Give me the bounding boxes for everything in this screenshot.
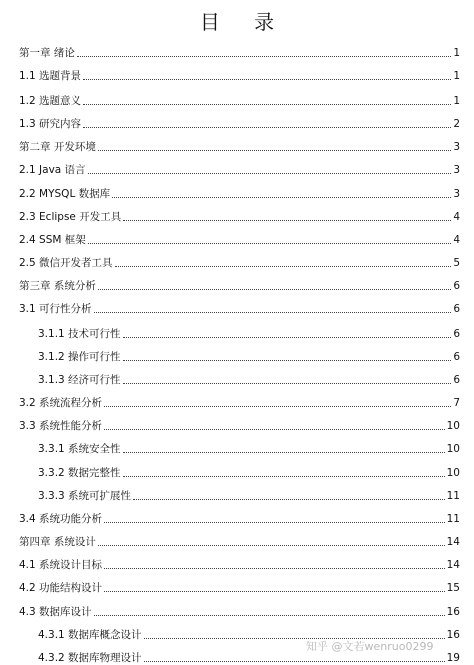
toc-entry[interactable] xyxy=(19,394,460,410)
toc-entry-label: 4.3.2 数据库物理设计 xyxy=(38,652,142,664)
toc-entry[interactable] xyxy=(38,371,460,387)
toc-entry-label: 1.3 研究内容 xyxy=(19,118,82,130)
dot-leader xyxy=(104,429,445,430)
toc-entry-page-number: 1 xyxy=(453,95,460,107)
dot-leader xyxy=(144,661,445,662)
toc-entry-page-number: 1 xyxy=(453,47,460,59)
toc-entry-page-number: 5 xyxy=(453,257,460,269)
toc-entry-label: 3.3.2 数据完整性 xyxy=(38,467,121,479)
dot-leader xyxy=(123,452,445,453)
toc-entry[interactable] xyxy=(19,533,460,549)
toc-entry-label: 3.1.1 技术可行性 xyxy=(38,328,121,340)
toc-entry[interactable] xyxy=(19,300,460,316)
toc-entry[interactable] xyxy=(19,138,460,154)
dot-leader xyxy=(104,406,451,407)
dot-leader xyxy=(123,476,445,477)
dot-leader xyxy=(98,289,451,290)
toc-entry-label: 4.3 数据库设计 xyxy=(19,606,92,618)
toc-entry-label: 第四章 系统设计 xyxy=(19,536,96,548)
dot-leader xyxy=(94,615,445,616)
toc-entry[interactable] xyxy=(38,440,460,456)
dot-leader xyxy=(83,127,451,128)
dot-leader xyxy=(94,312,452,313)
toc-entry-page-number: 10 xyxy=(446,443,460,455)
toc-entry-label: 3.4 系统功能分析 xyxy=(19,513,103,525)
dot-leader xyxy=(98,150,451,151)
toc-entry[interactable] xyxy=(19,67,460,83)
dot-leader xyxy=(83,104,451,105)
toc-entry-label: 2.5 微信开发者工具 xyxy=(19,257,113,269)
toc-entry[interactable] xyxy=(38,325,460,341)
dot-leader xyxy=(83,79,451,80)
toc-entry-label: 4.1 系统设计目标 xyxy=(19,559,103,571)
toc-entry-label: 4.3.1 数据库概念设计 xyxy=(38,629,142,641)
toc-entry[interactable] xyxy=(19,556,460,572)
toc-entry-label: 3.1.2 操作可行性 xyxy=(38,351,121,363)
dot-leader xyxy=(88,173,452,174)
toc-entry-label: 3.3.1 系统安全性 xyxy=(38,443,121,455)
toc-entry-label: 3.1 可行性分析 xyxy=(19,303,92,315)
toc-entry[interactable] xyxy=(38,348,460,364)
toc-entry-page-number: 3 xyxy=(453,141,460,153)
toc-entry[interactable] xyxy=(19,115,460,131)
dot-leader xyxy=(98,545,445,546)
toc-entry-label: 1.2 选题意义 xyxy=(19,95,82,107)
toc-entry-page-number: 10 xyxy=(446,420,460,432)
toc-entry-page-number: 16 xyxy=(446,606,460,618)
toc-entry[interactable] xyxy=(19,417,460,433)
toc-entry-label: 4.2 功能结构设计 xyxy=(19,582,103,594)
toc-entry-label: 2.3 Eclipse 开发工具 xyxy=(19,211,122,223)
toc-entry[interactable] xyxy=(19,579,460,595)
toc-entry[interactable] xyxy=(19,277,460,293)
dot-leader xyxy=(115,266,452,267)
toc-entry[interactable] xyxy=(38,487,460,503)
toc-entry[interactable] xyxy=(38,464,460,480)
dot-leader xyxy=(104,591,445,592)
toc-entry-page-number: 15 xyxy=(446,582,460,594)
toc-entry[interactable] xyxy=(19,208,460,224)
toc-entry-page-number: 3 xyxy=(453,188,460,200)
toc-entry[interactable] xyxy=(19,510,460,526)
toc-entry-page-number: 14 xyxy=(446,559,460,571)
toc-entry[interactable] xyxy=(19,185,460,201)
toc-entry[interactable] xyxy=(19,92,460,108)
page-title: 目 录 xyxy=(199,10,289,34)
toc-entry-page-number: 6 xyxy=(453,374,460,386)
toc-entry-label: 3.3 系统性能分析 xyxy=(19,420,103,432)
toc-entry-page-number: 10 xyxy=(446,467,460,479)
toc-entry-page-number: 7 xyxy=(453,397,460,409)
toc-entry-label: 2.4 SSM 框架 xyxy=(19,234,86,246)
dot-leader xyxy=(123,383,452,384)
toc-entry-page-number: 4 xyxy=(453,211,460,223)
dot-leader xyxy=(88,243,452,244)
toc-entry-page-number: 6 xyxy=(453,303,460,315)
toc-entry[interactable] xyxy=(19,44,460,60)
dot-leader xyxy=(77,56,451,57)
toc-entry-label: 第二章 开发环境 xyxy=(19,141,96,153)
dot-leader xyxy=(123,337,452,338)
toc-entry-page-number: 2 xyxy=(453,118,460,130)
toc-entry-page-number: 16 xyxy=(446,629,460,641)
toc-entry-page-number: 11 xyxy=(446,490,460,502)
toc-entry-label: 第一章 绪论 xyxy=(19,47,75,59)
dot-leader xyxy=(112,197,451,198)
toc-entry-label: 3.1.3 经济可行性 xyxy=(38,374,121,386)
toc-entry[interactable] xyxy=(19,603,460,619)
dot-leader xyxy=(104,568,445,569)
toc-entry-label: 第三章 系统分析 xyxy=(19,280,96,292)
dot-leader xyxy=(123,360,452,361)
toc-entry-label: 3.3.3 系统可扩展性 xyxy=(38,490,132,502)
dot-leader xyxy=(104,522,445,523)
dot-leader xyxy=(123,220,451,221)
toc-entry-page-number: 6 xyxy=(453,328,460,340)
toc-entry-page-number: 14 xyxy=(446,536,460,548)
watermark: 知乎 @文若wenruo0299 xyxy=(306,640,434,653)
toc-entry-page-number: 6 xyxy=(453,280,460,292)
toc-entry-page-number: 19 xyxy=(446,652,460,664)
toc-entry-label: 3.2 系统流程分析 xyxy=(19,397,103,409)
toc-entry-page-number: 6 xyxy=(453,351,460,363)
toc-entry-label: 1.1 选题背景 xyxy=(19,70,82,82)
toc-entry-page-number: 11 xyxy=(446,513,460,525)
toc-entry-page-number: 4 xyxy=(453,234,460,246)
toc-entry[interactable] xyxy=(19,254,460,270)
toc-entry-label: 2.2 MYSQL 数据库 xyxy=(19,188,111,200)
toc-entry[interactable] xyxy=(19,161,460,177)
toc-entry-page-number: 1 xyxy=(453,70,460,82)
toc-entry-page-number: 3 xyxy=(453,164,460,176)
dot-leader xyxy=(133,499,445,500)
toc-entry-label: 2.1 Java 语言 xyxy=(19,164,86,176)
toc-entry[interactable] xyxy=(19,231,460,247)
